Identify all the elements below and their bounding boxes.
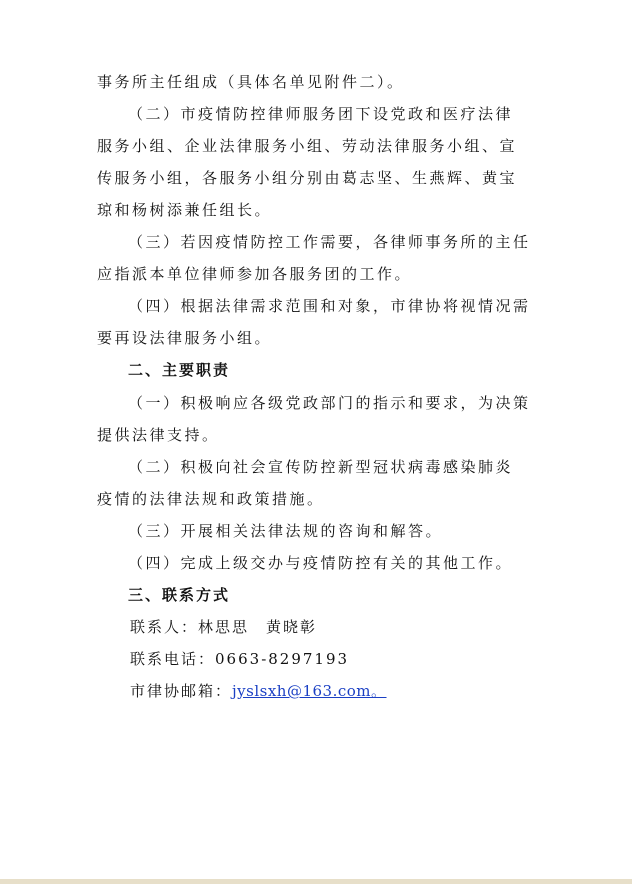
paragraph-line: 琼和杨树添兼任组长。 bbox=[97, 201, 273, 219]
paragraph-line: 应指派本单位律师参加各服务团的工作。 bbox=[97, 265, 413, 283]
paragraph-line: （三）若因疫情防控工作需要，各律师事务所的主任 bbox=[128, 233, 531, 251]
page-bottom-rule bbox=[0, 879, 632, 884]
contact-persons-row bbox=[130, 617, 570, 637]
paragraph-line: （二）市疫情防控律师服务团下设党政和医疗法律 bbox=[128, 105, 514, 123]
contact-phone-value: 0663-8297193 bbox=[215, 650, 350, 668]
section-heading: 二、主要职责 bbox=[128, 361, 231, 379]
section-heading: 三、联系方式 bbox=[128, 586, 231, 604]
paragraph-line: 提供法律支持。 bbox=[97, 426, 220, 444]
contact-email-row bbox=[130, 681, 570, 701]
paragraph-line: （四）完成上级交办与疫情防控有关的其他工作。 bbox=[128, 554, 514, 572]
contact-persons-value: 林思思 黄晓彰 bbox=[198, 618, 318, 636]
paragraph-line: （四）根据法律需求范围和对象，市律协将视情况需 bbox=[128, 297, 531, 315]
paragraph-line: （一）积极响应各级党政部门的指示和要求，为决策 bbox=[128, 394, 531, 412]
paragraph-line: 传服务小组，各服务小组分别由葛志坚、生燕辉、黄宝 bbox=[97, 169, 518, 187]
contact-email-label: 市律协邮箱： bbox=[130, 682, 233, 700]
paragraph-line: 服务小组、企业法律服务小组、劳动法律服务小组、宣 bbox=[97, 137, 518, 155]
contact-phone-row bbox=[130, 649, 570, 669]
paragraph-line: （二）积极向社会宣传防控新型冠状病毒感染肺炎 bbox=[128, 458, 514, 476]
email-link[interactable]: jyslsxh@163.com。 bbox=[232, 682, 387, 700]
paragraph-line: 疫情的法律法规和政策措施。 bbox=[97, 490, 325, 508]
paragraph-line: 要再设法律服务小组。 bbox=[97, 329, 273, 347]
paragraph-line: 事务所主任组成（具体名单见附件二）。 bbox=[97, 73, 405, 91]
contact-persons-label: 联系人： bbox=[130, 618, 199, 636]
contact-phone-label: 联系电话： bbox=[130, 650, 216, 668]
paragraph-line: （三）开展相关法律法规的咨询和解答。 bbox=[128, 522, 444, 540]
